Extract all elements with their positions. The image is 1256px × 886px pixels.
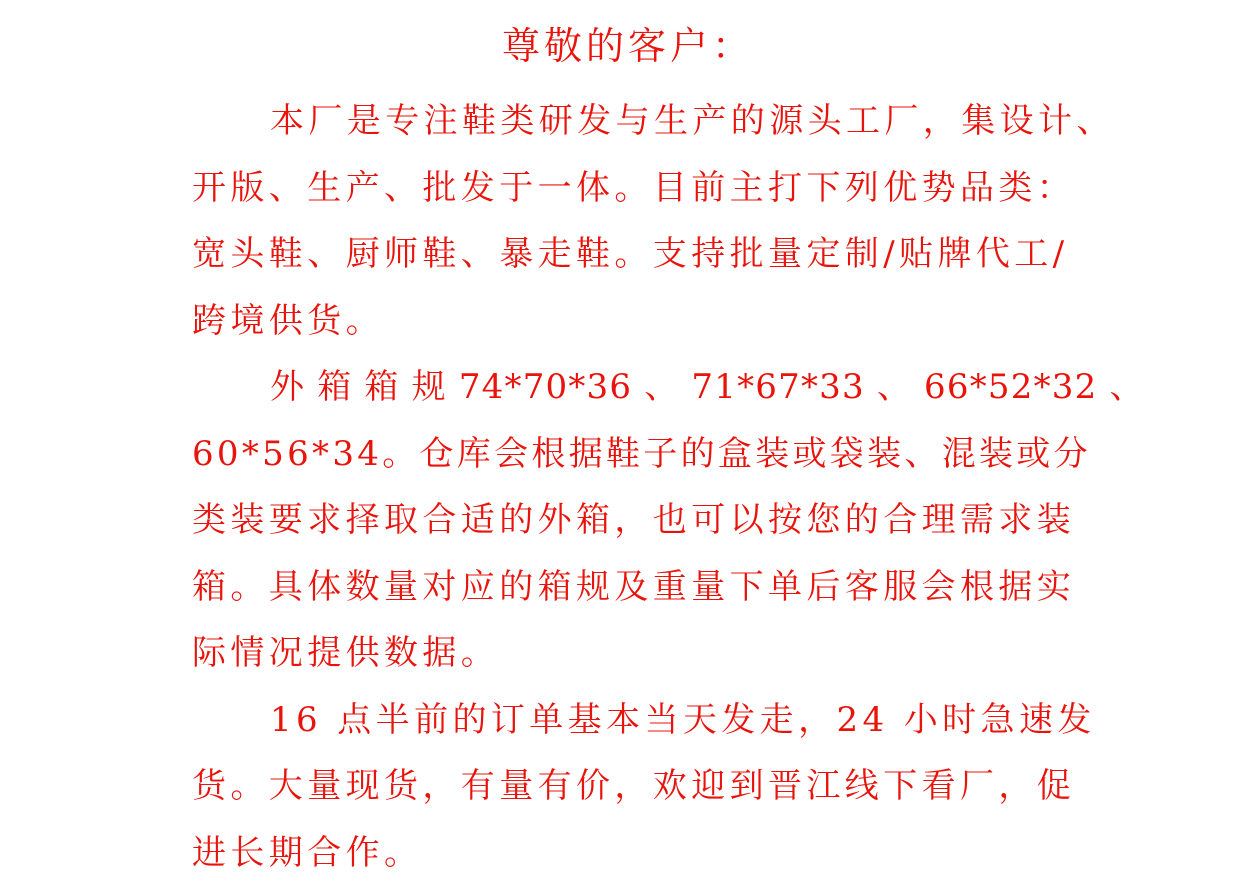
- text-line: 箱。具体数量对应的箱规及重量下单后客服会根据实: [192, 554, 1092, 621]
- text-line: 宽头鞋、厨师鞋、暴走鞋。支持批量定制/贴牌代工/: [192, 221, 1092, 288]
- text-line: 际情况提供数据。: [192, 620, 1092, 687]
- text-line: 16 点半前的订单基本当天发走，24 小时急速发: [192, 687, 1092, 754]
- page-title: 尊敬的客户：: [0, 20, 1256, 72]
- text-line: 跨境供货。: [192, 288, 1092, 355]
- text-line: 进长期合作。: [192, 820, 1092, 886]
- paragraph-intro: [192, 88, 1092, 354]
- text-line: 外 箱 箱 规 74*70*36 、 71*67*33 、 66*52*32 、: [192, 354, 1092, 421]
- paragraph-packaging: [192, 354, 1092, 687]
- text-line: 开版、生产、批发于一体。目前主打下列优势品类：: [192, 155, 1092, 222]
- text-line: 60*56*34。仓库会根据鞋子的盒装或袋装、混装或分: [192, 421, 1092, 488]
- text-line: 类装要求择取合适的外箱，也可以按您的合理需求装: [192, 487, 1092, 554]
- text-line: 本厂是专注鞋类研发与生产的源头工厂，集设计、: [192, 88, 1092, 155]
- text-line: 货。大量现货，有量有价，欢迎到晋江线下看厂，促: [192, 753, 1092, 820]
- paragraph-shipping: [192, 687, 1092, 886]
- notice-body: [192, 88, 1092, 886]
